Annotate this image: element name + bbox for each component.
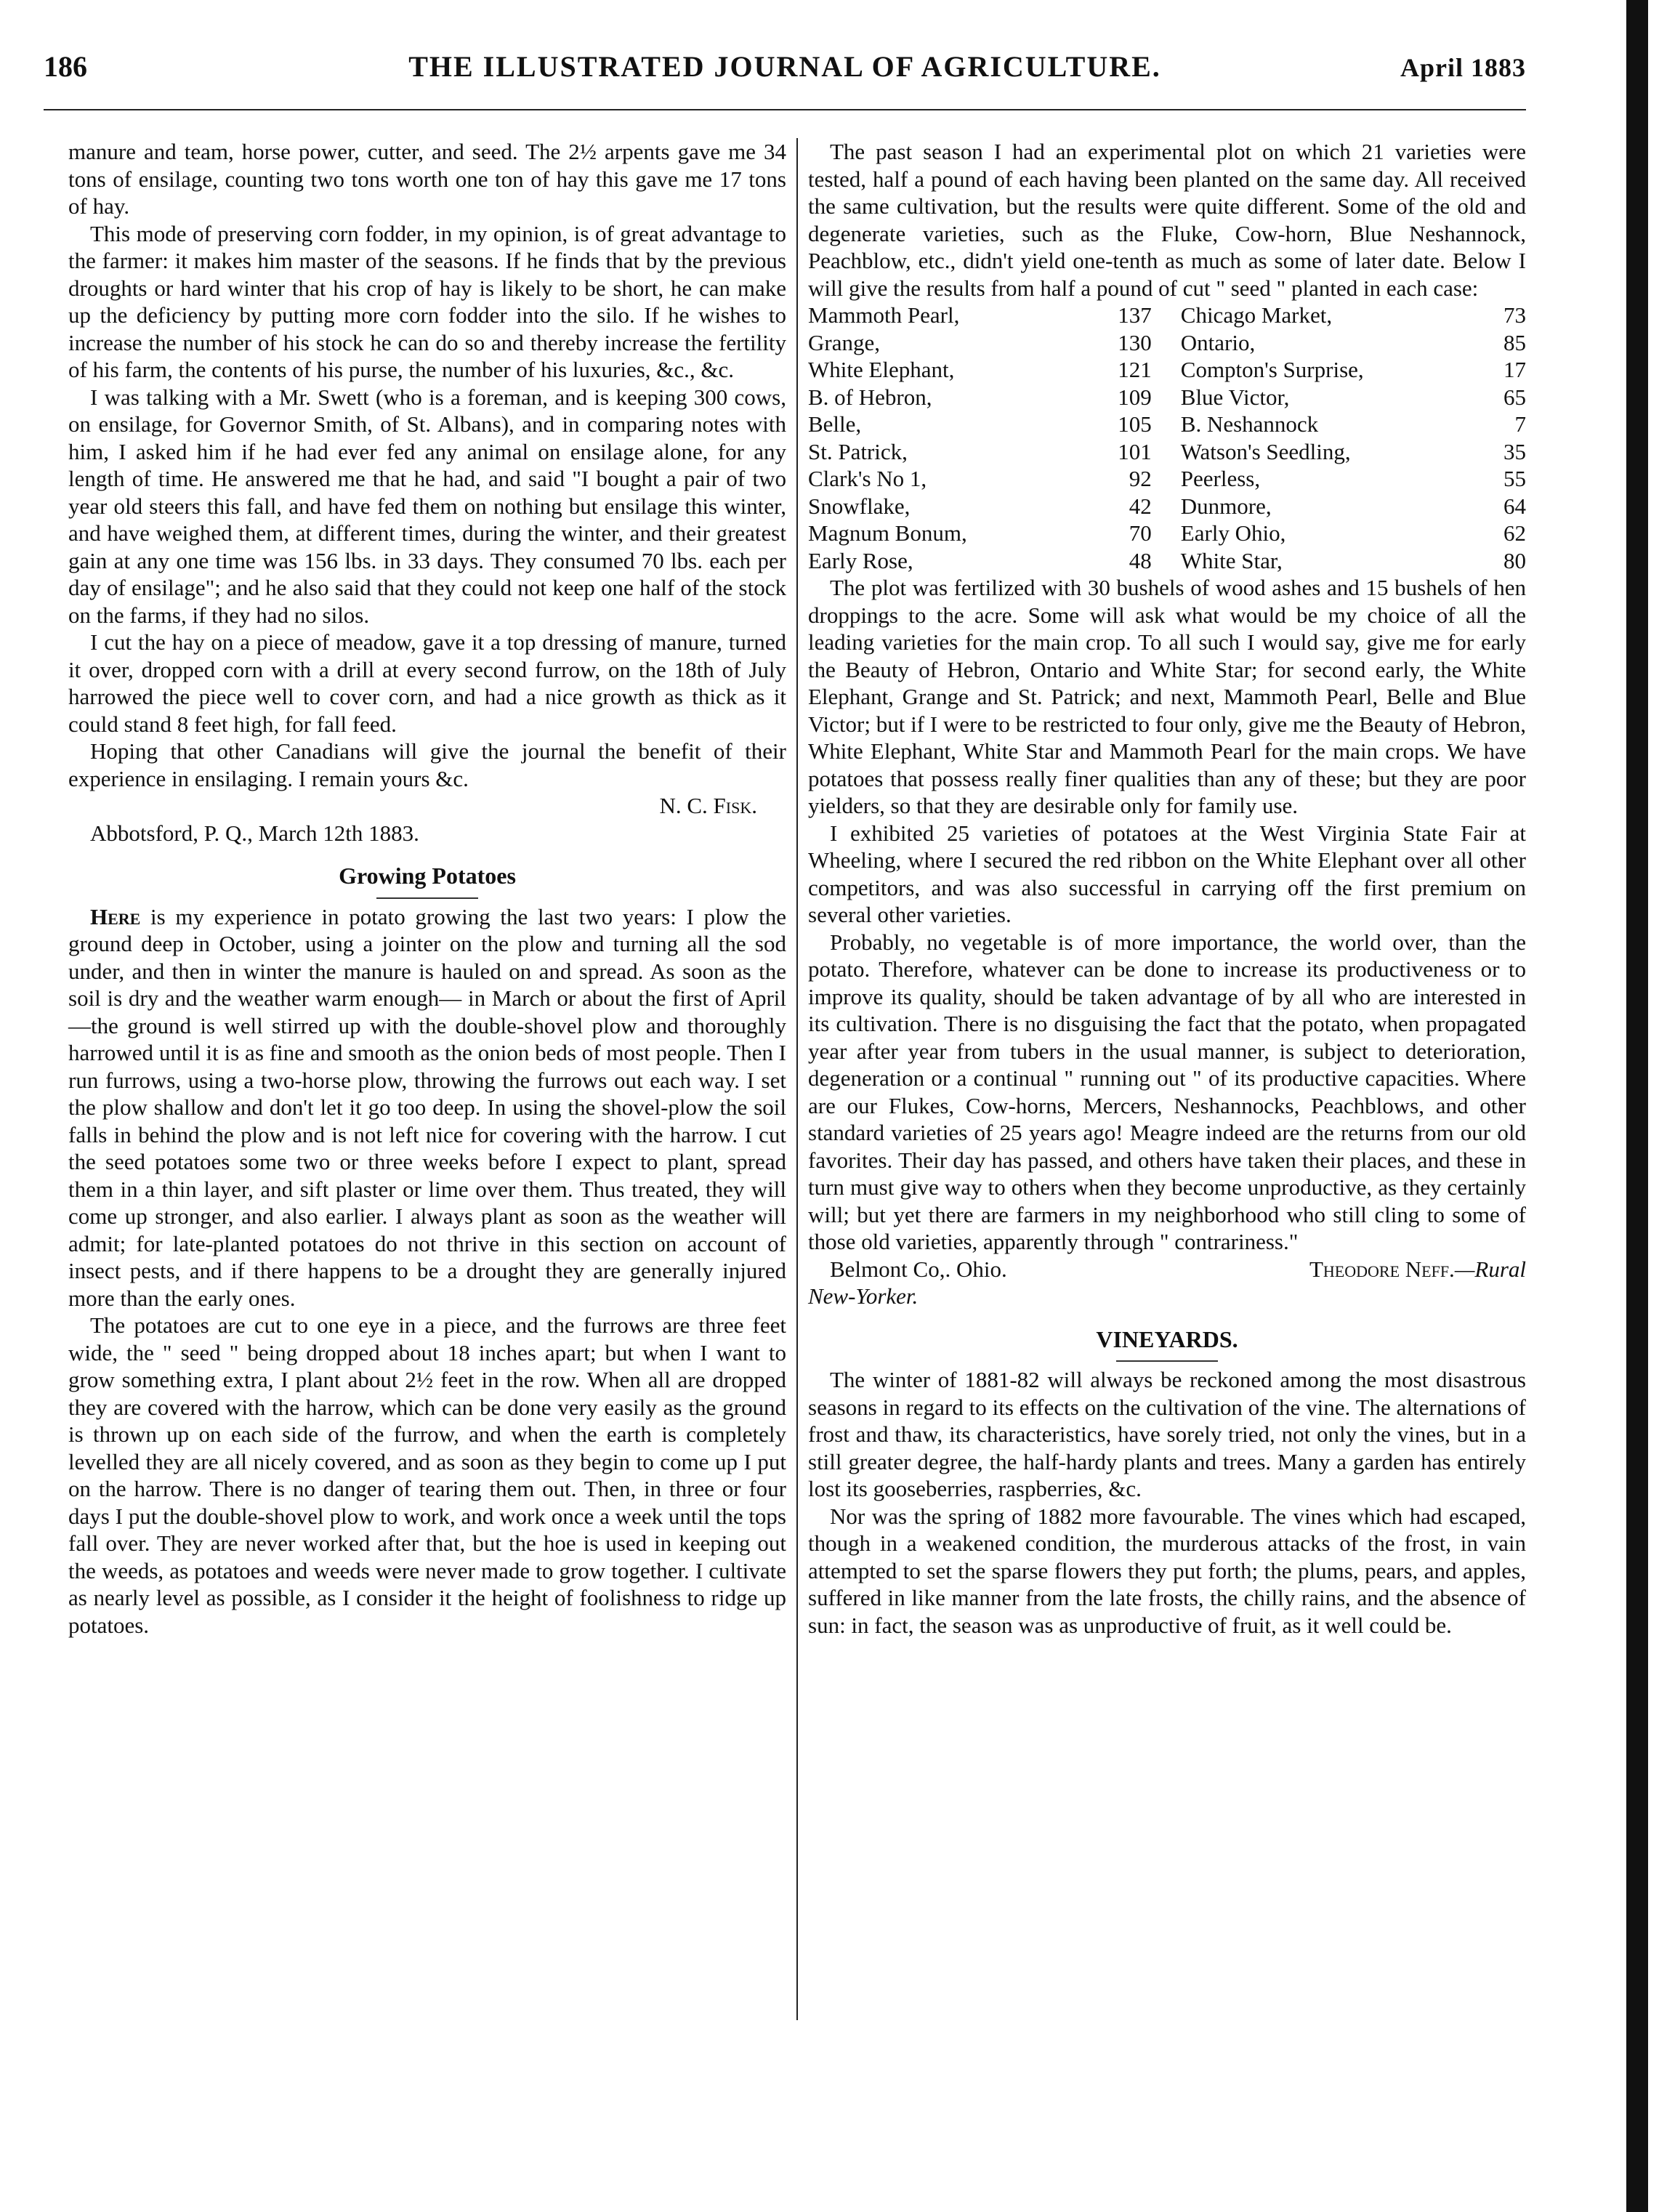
variety-yield: 92 [1129, 466, 1152, 491]
table-row [808, 384, 1526, 411]
variety-yield: 62 [1503, 520, 1526, 546]
variety-yield: 70 [1129, 520, 1152, 546]
ensilage-paragraph: manure and team, horse power, cutter, and seed. The 2½ arpents gave me 34 tons of ensilage, counting two tons worth one ton of hay this gave me 17 tons of hay. [68, 139, 786, 219]
variety-name: Chicago Market, [1180, 302, 1333, 328]
header-rule [44, 109, 1526, 110]
variety-yield: 85 [1503, 329, 1526, 355]
ensilage-paragraph: I cut the hay on a piece of meadow, gave it a top dressing of manure, turned it over, dropped corn with a drill at every second furrow, on the 18th of July harrowed the piece well to cover corn, and had a nice growth as thick as it could stand 8 feet high, for fall feed. [68, 629, 786, 737]
column-divider [796, 138, 798, 2020]
growing-potatoes-heading: Growing Potatoes [68, 863, 786, 899]
variety-yield: 101 [1118, 438, 1152, 464]
potato-yield-table [808, 302, 1526, 574]
variety-yield: 17 [1503, 357, 1526, 382]
table-row [808, 411, 1526, 438]
potatoes-paragraph: The plot was fertilized with 30 bushels of wood ashes and 15 bushels of hen droppings to the acre. Some will ask what would be my choice of all the leading varieties for the main crop. To all such I would say, give me for early the Beauty of Hebron, Ontario and White Star; for second early, the White Elephant, Grange and St. Patrick; and next, Mammoth Pearl, Belle and Blue Victor; but if I were to be restricted to four only, give me the Beauty of Hebron, White Elephant, White Star and Mammoth Pearl for the main crops. We have potatoes that possess really finer qualities than any of these; but they are poor yielders, so that they are desirable only for family use. [808, 575, 1526, 818]
variety-name: Compton's Surprise, [1180, 357, 1364, 382]
byline-source-continued: New-Yorker. [808, 1283, 919, 1309]
variety-name: Early Rose, [808, 547, 913, 573]
variety-name: B. of Hebron, [808, 384, 932, 410]
letter-place-date: Abbotsford, P. Q., March 12th 1883. [90, 820, 419, 846]
journal-title: THE ILLUSTRATED JOURNAL OF AGRICULTURE. [408, 50, 1161, 83]
potatoes-paragraph-text: is my experience in potato growing the last two years: I plow the ground deep in October, using a jointer on the plow and turning all the sod under, and then in winter the manure is hauled on and spread. As soon as the soil is dry and the weather warm enough— in March or about the first of April—the ground is well stirred up with the double-shovel plow and thoroughly harrowed until it is as fine and smooth as the onion beds of most people. Then I run furrows, using a two-horse plow, throwing the furrows out each way. I set the plow shallow and don't let it go too deep. In using the shovel-plow the soil falls in behind the plow and is not left nice for covering with the harrow. I cut the seed potatoes some two or three weeks before I expect to plant, spread them in a thin layer, and sift plaster or lime over them. Thus treated, they will come up stronger, and also earlier. I always plant as soon as the weather will admit; for late-planted potatoes do not thrive in this section on account of insect pests, and if there happens to be a drought they are generally injured more than the early ones. [68, 903, 786, 1311]
potatoes-paragraph: The potatoes are cut to one eye in a piece, and the furrows are three feet wide, the " seed " being dropped about 18 inches apart; but when I want to grow something extra, I plant about 2½ feet in the row. When all are dropped they are covered with the harrow, which can be done very easily as the ground is thrown up on each side of the furrow, and when the earth is completely levelled they are all nicely covered, and as soon as they begin to come up I put on the harrow. There is no danger of tearing them out. Then, in three or four days I put the double-shovel plow to work, and work once a week until the tops fall over. They are never worked after that, but the hoe is used in keeping out the weeds, as potatoes and weeds were never made to grow together. I cultivate as nearly level as possible, as I consider it the height of foolishness to ridge up potatoes. [68, 1312, 786, 1638]
variety-name: B. Neshannock [1180, 411, 1319, 437]
variety-name: White Star, [1180, 547, 1283, 573]
variety-yield: 73 [1503, 302, 1526, 328]
results-intro-paragraph: The past season I had an experimental plot on which 21 varieties were tested, half a pound of each having been planted on the same day. All received the same cultivation, but the results were quite different. Some of the old and degenerate varieties, such as the Fluke, Cow-horn, Blue Neshannock, Peachblow, etc., didn't yield one-tenth as much as some of later date. Below I will give the results from half a pound of cut " seed " planted in each case: [808, 139, 1526, 301]
table-row [808, 302, 1526, 329]
page-edge-bar [1626, 0, 1648, 2212]
variety-name: Ontario, [1180, 329, 1256, 355]
byline-place: Belmont Co,. Ohio. [830, 1256, 1007, 1282]
potatoes-paragraph [68, 903, 786, 1312]
vineyards-paragraph: Nor was the spring of 1882 more favourable. The vines which had escaped, though in a weakened condition, the murderous attacks of the frost, in vain attempted to set the sparse flowers they put forth; the plums, pears, and apples, suffered in like manner from the late frosts, the chilly rains, and the absence of sun: in fact, the season was as unproductive of fruit, as it well could be. [808, 1503, 1526, 1638]
page-header [44, 44, 1526, 109]
variety-name: Magnum Bonum, [808, 520, 967, 546]
table-row [808, 493, 1526, 520]
variety-yield: 35 [1503, 438, 1526, 464]
ensilage-paragraph: This mode of preserving corn fodder, in my opinion, is of great advantage to the farmer: it makes him master of the seasons. If he finds that by the previous droughts or hard winter that his crop of hay is likely to be short, he can make up the deficiency by putting more corn fodder into the silo. If he wishes to increase the number of his stock he can do so and thereby increase the fertility of his farm, the contents of his purse, the number of his luxuries, &c., &c. [68, 220, 786, 382]
variety-yield: 137 [1118, 302, 1152, 328]
variety-name: Belle, [808, 411, 862, 437]
variety-yield: 55 [1503, 466, 1526, 491]
right-column [808, 138, 1526, 1639]
table-row [808, 329, 1526, 357]
variety-yield: 48 [1129, 547, 1152, 573]
variety-yield: 121 [1118, 357, 1152, 382]
variety-name: Snowflake, [808, 493, 911, 519]
potatoes-paragraph: I exhibited 25 varieties of potatoes at the West Virginia State Fair at Wheeling, where I secured the red ribbon on the White Elephant over all other competitors, and was also successful in carrying off the first premium on several other varieties. [808, 820, 1526, 927]
table-row [808, 438, 1526, 466]
article-byline [808, 1256, 1526, 1283]
letter-signature: N. C. Fisk. [659, 793, 757, 818]
variety-name: St. Patrick, [808, 438, 908, 464]
table-row [808, 547, 1526, 575]
page-number: 186 [44, 50, 87, 83]
potatoes-paragraph: Probably, no vegetable is of more importance, the world over, than the potato. Therefore, whatever can be done to increase its productiveness or to improve its quality, should be taken advantage of by all who are interested in its cultivation. There is no disguising the fact that the potato, when propagated year after year from tubers in the usual manner, is subject to deterioration, degeneration or a continual " running out " of its productive capacities. Where are our Flukes, Cow-horns, Mercers, Neshannocks, Peachblows, and other standard varieties of 25 years ago! Meagre indeed are the returns from our old favorites. Their day has passed, and others have taken their places, and these in turn must give way to others when they become unproductive, as they certainly will; but yet there are farmers in my neighborhood who still cling to some of those old varieties, apparently through " contrariness." [808, 929, 1526, 1254]
vineyards-paragraph: The winter of 1881-82 will always be reckoned among the most disastrous seasons in regard to its effects on the cultivation of the vine. The alternations of frost and thaw, its characteristics, have sorely tried, not only the vines, but in a still greater degree, the half-hardy plants and trees. Many a garden has entirely lost its gooseberries, raspberries, &c. [808, 1367, 1526, 1501]
variety-yield: 7 [1514, 411, 1526, 437]
variety-name: Early Ohio, [1180, 520, 1286, 546]
variety-yield: 109 [1118, 384, 1152, 410]
byline-author: Theodore Neff. [1309, 1256, 1455, 1282]
variety-name: Mammoth Pearl, [808, 302, 960, 328]
table-row [808, 356, 1526, 384]
variety-yield: 64 [1503, 493, 1526, 519]
table-row [808, 520, 1526, 547]
variety-yield: 105 [1118, 411, 1152, 437]
issue-date: April 1883 [1400, 53, 1526, 82]
variety-name: Watson's Seedling, [1180, 438, 1351, 464]
variety-name: Clark's No 1, [808, 466, 927, 491]
variety-yield: 65 [1503, 384, 1526, 410]
variety-name: Grange, [808, 329, 880, 355]
variety-yield: 130 [1118, 329, 1152, 355]
ensilage-paragraph: Hoping that other Canadians will give the journal the benefit of their experience in ensilaging. I remain yours &c. [68, 738, 786, 791]
table-row [808, 465, 1526, 493]
left-column [68, 138, 786, 1639]
variety-name: White Elephant, [808, 357, 955, 382]
variety-name: Peerless, [1180, 466, 1261, 491]
potatoes-lead-word: Here [90, 903, 141, 929]
variety-name: Dunmore, [1180, 493, 1272, 519]
variety-name: Blue Victor, [1180, 384, 1290, 410]
ensilage-paragraph: I was talking with a Mr. Swett (who is a foreman, and is keeping 300 cows, on ensilage, for Governor Smith, of St. Albans), and in comparing notes with him, I asked him if he had ever fed any animal on ensilage alone, for any length of time. He answered me that he had, and said "I bought a pair of two year old steers this fall, and have fed them on nothing but ensilage this winter, and have weighed them, at different times, during the winter, and their greatest gain at any one time was 156 lbs. in 33 days. They consumed 70 lbs. each per day of ensilage"; and he also said that they could not keep one half of the stock on the farms, if they had no silos. [68, 384, 786, 628]
variety-yield: 42 [1129, 493, 1152, 519]
variety-yield: 80 [1503, 547, 1526, 573]
byline-source: —Rural [1454, 1256, 1526, 1282]
vineyards-heading: VINEYARDS. [808, 1326, 1526, 1363]
